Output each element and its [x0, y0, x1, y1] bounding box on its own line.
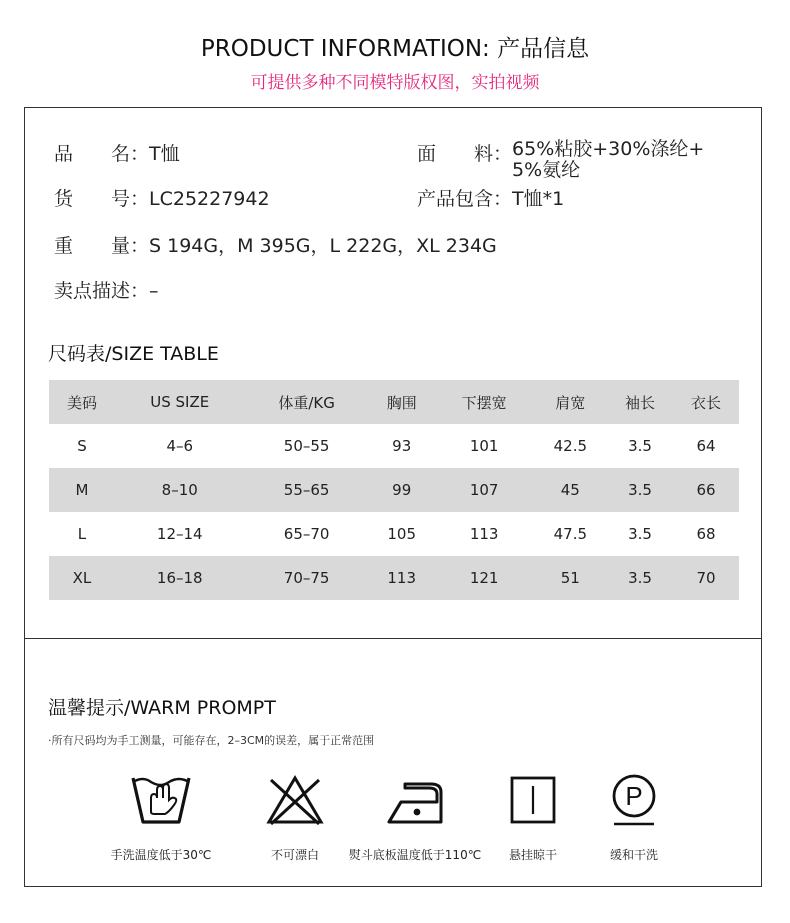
- contents-label: 产品包含：: [417, 188, 513, 210]
- contents-value: T恤*1: [512, 188, 565, 210]
- table-cell: 3.5: [628, 525, 652, 543]
- table-cell: L: [77, 525, 87, 543]
- table-row: [49, 556, 739, 600]
- material-value-line2: 5%氨纶: [512, 159, 581, 181]
- care-label-hang-dry: 悬挂晾干: [508, 848, 557, 862]
- table-cell: XL: [72, 569, 92, 587]
- section-divider: [24, 638, 762, 639]
- selling-points-value: –: [149, 280, 159, 302]
- table-cell: 47.5: [553, 525, 588, 543]
- table-cell: 12–14: [156, 525, 203, 543]
- table-cell: 113: [387, 569, 417, 587]
- table-cell: 3.5: [628, 437, 652, 455]
- size-table-title: 尺码表/SIZE TABLE: [48, 343, 219, 365]
- header-cell: US SIZE: [150, 393, 210, 411]
- header-cell: 袖长: [624, 393, 655, 412]
- care-label-dry-clean: 缓和干洗: [609, 848, 658, 862]
- material-label: 面 料：: [417, 143, 513, 165]
- care-label-iron: 熨斗底板温度低于110℃: [348, 848, 482, 862]
- table-cell: 70–75: [283, 569, 330, 587]
- table-row: [49, 468, 739, 512]
- weight-value: S 194G，M 395G，L 222G，XL 234G: [149, 235, 497, 257]
- table-cell: 65–70: [283, 525, 330, 543]
- material-row: [417, 139, 704, 181]
- no-bleach-icon: [263, 772, 327, 828]
- table-cell: 99: [392, 481, 412, 499]
- table-row: [49, 424, 739, 468]
- table-cell: 66: [696, 481, 716, 499]
- table-cell: 101: [469, 437, 499, 455]
- care-item-hand-wash: [86, 772, 236, 863]
- product-code-row: [54, 184, 270, 211]
- page-subtitle: 可提供多种不同模特版权图，实拍视频: [250, 73, 540, 93]
- size-table: [49, 380, 739, 600]
- dry-clean-symbol: P: [625, 781, 643, 811]
- weight-row: [54, 231, 497, 258]
- product-name-value: T恤: [149, 143, 180, 165]
- care-label-hand-wash: 手洗温度低于30℃: [110, 848, 212, 862]
- warm-prompt-title: 温馨提示/WARM PROMPT: [48, 697, 276, 719]
- header-cell: 下摆宽: [461, 393, 507, 412]
- table-cell: 93: [392, 437, 412, 455]
- selling-points-label: 卖点描述：: [54, 280, 150, 302]
- iron-icon: [383, 772, 447, 828]
- care-item-dry-clean: [559, 772, 709, 863]
- page-title: PRODUCT INFORMATION: 产品信息: [200, 36, 590, 62]
- table-cell: 121: [469, 569, 499, 587]
- header-cell: 衣长: [690, 393, 721, 412]
- product-name-row: [54, 139, 180, 166]
- table-cell: 3.5: [628, 569, 652, 587]
- table-cell: 70: [696, 569, 716, 587]
- hang-dry-icon: [501, 772, 565, 828]
- table-cell: 113: [469, 525, 499, 543]
- table-row: [49, 512, 739, 556]
- selling-points-row: [54, 276, 159, 303]
- header-cell: 美码: [66, 393, 97, 412]
- table-cell: 45: [560, 481, 580, 499]
- table-cell: 107: [469, 481, 499, 499]
- table-cell: S: [77, 437, 87, 455]
- product-code-value: LC25227942: [149, 188, 270, 210]
- weight-label: 重 量：: [54, 235, 150, 257]
- product-code-label: 货 号：: [54, 188, 150, 210]
- hand-wash-icon: [129, 772, 193, 828]
- contents-row: [417, 184, 564, 211]
- header-cell: 胸围: [386, 393, 417, 412]
- dry-clean-p-icon: [602, 772, 666, 828]
- table-cell: 68: [696, 525, 716, 543]
- product-name-label: 品 名：: [54, 143, 150, 165]
- material-value: [512, 139, 704, 181]
- table-cell: 16–18: [156, 569, 203, 587]
- table-cell: 50–55: [283, 437, 330, 455]
- material-value-line1: 65%粘胶+30%涤纶+: [512, 138, 705, 160]
- table-cell: M: [75, 481, 89, 499]
- table-cell: 3.5: [628, 481, 652, 499]
- table-cell: 42.5: [553, 437, 588, 455]
- measurement-note: ·所有尺码均为手工测量，可能存在，2–3CM的误差，属于正常范围: [48, 734, 375, 747]
- table-cell: 105: [387, 525, 417, 543]
- header-cell: 体重/KG: [278, 393, 335, 412]
- table-cell: 8–10: [161, 481, 198, 499]
- care-label-no-bleach: 不可漂白: [270, 848, 319, 862]
- header-cell: 肩宽: [555, 393, 586, 412]
- table-cell: 64: [696, 437, 716, 455]
- size-table-header: [49, 380, 739, 424]
- table-cell: 55–65: [283, 481, 330, 499]
- table-cell: 51: [560, 569, 580, 587]
- table-cell: 4–6: [166, 437, 194, 455]
